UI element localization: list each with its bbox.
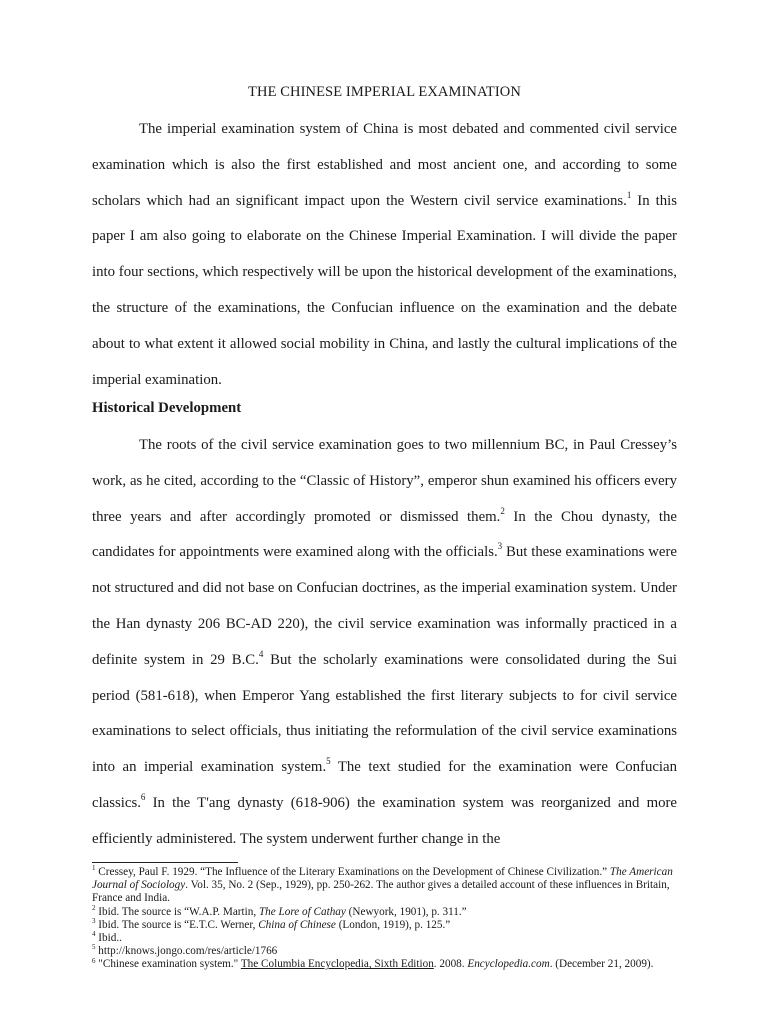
footnote-number: 2	[92, 903, 96, 912]
footnote-ref-4[interactable]: 4	[258, 648, 264, 659]
intro-text-2: In this paper I am also going to elaborate on the Chinese Imperial Examination. I will divide the paper into four sections, which respectively will be upon the historical development of the examinations, the structure of the examinations, the Confucian influence on the examination and the debate about to what extent it allowed social mobility in China, and lastly the cultural implications of the imperial examination.	[92, 192, 677, 388]
footnote-encyclopedia-link[interactable]: The Columbia Encyclopedia, Sixth Edition	[240, 958, 434, 971]
footnote-text: Ibid. The source is “E.T.C. Werner,	[95, 918, 259, 931]
footnote-2	[92, 903, 677, 919]
footnote-text: . (December 21, 2009).	[549, 958, 654, 971]
footnote-ref-5[interactable]: 5	[326, 756, 331, 767]
footnote-number: 3	[92, 917, 96, 926]
footnote-1	[92, 866, 677, 906]
footnote-text: . 2008.	[433, 958, 468, 971]
footnote-text: . Vol. 35, No. 2 (Sep., 1929), pp. 250-262. The author gives a detailed account of these influences in Britain, France and India.	[92, 879, 670, 905]
footnote-book-title: China of Chinese	[258, 918, 336, 931]
history-text-2: In the Chou dynasty, the candidates for appointments were examined along with the officials.	[92, 508, 677, 561]
footnote-6	[92, 958, 677, 971]
history-text-5: The text studied for the examination were Confucian classics.	[92, 759, 678, 811]
footnote-number: 6	[92, 956, 96, 965]
footnotes	[92, 866, 677, 972]
footnote-website: Encyclopedia.com	[467, 958, 550, 971]
footnote-ref-2[interactable]: 2	[500, 505, 505, 516]
footnote-book-title: The Lore of Cathay	[258, 905, 346, 918]
footnote-journal: The American Journal of Sociology	[92, 866, 673, 892]
footnote-number: 1	[92, 864, 96, 873]
history-text-1: The roots of the civil service examination goes to two millennium BC, in Paul Cressey’s work, as he cited, according to the “Classic of History”, emperor shun examined his officers every three years and after accordingly promoted or dismissed them.	[92, 437, 677, 525]
footnote-url[interactable]: http://knows.jongo.com/res/article/1766	[95, 945, 278, 958]
footnote-4	[92, 932, 677, 945]
history-paragraph	[92, 428, 677, 858]
footnote-ref-6[interactable]: 6	[140, 792, 146, 803]
footnote-text: Ibid. The source is “W.A.P. Martin,	[95, 905, 259, 918]
intro-paragraph	[92, 112, 677, 398]
footnote-number: 5	[92, 943, 96, 952]
footnote-ref-1[interactable]: 1	[626, 189, 632, 200]
intro-text-1: The imperial examination system of China is most debated and commented civil service examination which is also the first established and most ancient one, and according to some scholars which had an significant impact upon the Western civil service examinations.	[92, 121, 677, 209]
footnote-5	[92, 945, 677, 958]
footnote-text: Cressey, Paul F. 1929. “The Influence of the Literary Examinations on the Development of Chinese Civilization.”	[95, 866, 610, 878]
footnote-separator	[92, 862, 238, 863]
footnote-number: 4	[92, 930, 96, 939]
section-heading: Historical Development	[92, 400, 242, 416]
document-title: THE CHINESE IMPERIAL EXAMINATION	[248, 84, 521, 100]
footnote-text: Ibid..	[95, 932, 122, 945]
footnote-ref-3[interactable]: 3	[497, 541, 503, 552]
footnote-text: "Chinese examination system."	[95, 958, 241, 971]
footnote-text: (Newyork, 1901), p. 311.”	[345, 905, 467, 918]
history-text-3: But these examinations were not structured and did not base on Confucian doctrines, as the imperial examination system. Under the Han dynasty 206 BC-AD 220), the civil service examination was informally practiced in a definite system in 29 B.C.	[92, 544, 677, 668]
footnote-3	[92, 919, 677, 932]
history-text-6: In the T'ang dynasty (618-906) the examination system was reorganized and more efficiently administered. The system underwent further change in the	[92, 794, 677, 847]
document-page	[92, 0, 677, 1024]
footnote-text: (London, 1919), p. 125.”	[335, 918, 451, 931]
history-text-4: But the scholarly examinations were consolidated during the Sui period (581-618), when Emperor Yang established the first literary subjects to for civil service examinations to select officials, thus initiating the reformulation of the civil service examinations into an imperial examination system.	[92, 651, 677, 776]
